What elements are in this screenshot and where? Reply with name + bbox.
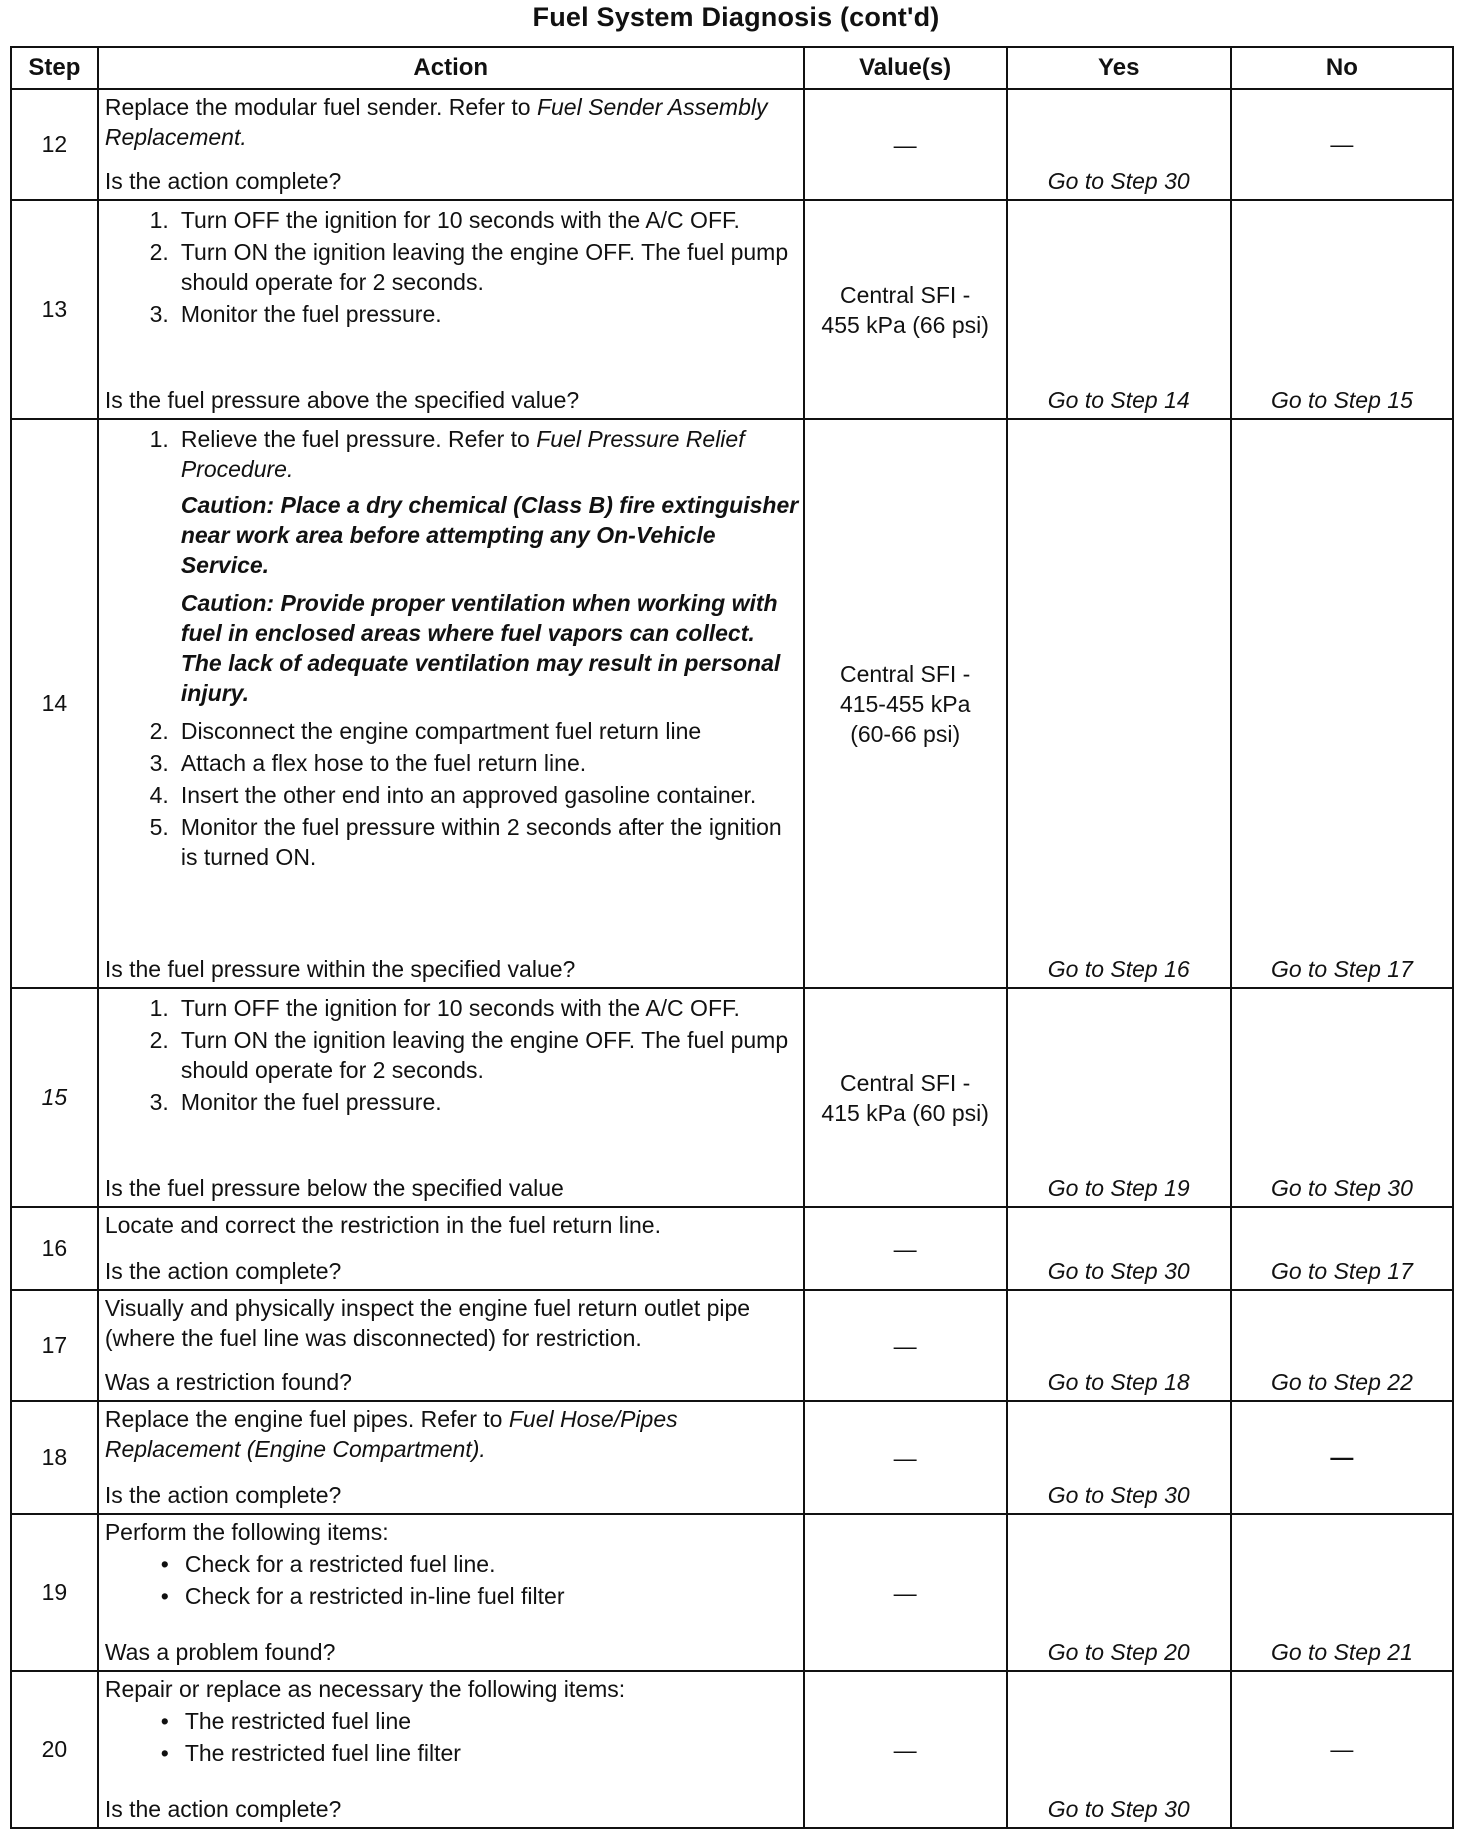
list-item: • Check for a restricted in-line fuel filter bbox=[160, 1583, 565, 1609]
yes-cell: Go to Step 30 bbox=[1007, 1207, 1231, 1290]
list-item: 1. Turn OFF the ignition for 10 seconds with the A/C OFF. bbox=[149, 995, 740, 1021]
value-cell: — bbox=[804, 1401, 1007, 1514]
header-no: No bbox=[1231, 47, 1453, 89]
step-number: 14 bbox=[11, 419, 98, 988]
value-cell: — bbox=[804, 1671, 1007, 1828]
action-question: Is the fuel pressure above the specified value? bbox=[104, 387, 580, 413]
header-yes: Yes bbox=[1007, 47, 1231, 89]
caution-note: Caution: Place a dry chemical (Class B) fire extinguisher near work area before attempting any On-Vehicle Service. bbox=[180, 492, 799, 578]
action-question: Is the fuel pressure within the specified value? bbox=[104, 956, 576, 982]
value-cell bbox=[804, 200, 1007, 419]
value-cell: — bbox=[804, 1514, 1007, 1671]
action-question: Is the fuel pressure below the specified value bbox=[104, 1175, 564, 1201]
value-cell: — bbox=[804, 89, 1007, 200]
no-cell: Go to Step 17 bbox=[1231, 419, 1453, 988]
list-item: 1. Relieve the fuel pressure. Refer to Fuel Pressure Relief Procedure. bbox=[149, 426, 745, 482]
step-number: 20 bbox=[11, 1671, 98, 1828]
table-row bbox=[11, 419, 1453, 988]
value-cell bbox=[804, 988, 1007, 1207]
list-item: 4. Insert the other end into an approved gasoline container. bbox=[149, 782, 757, 808]
value-line: 455 kPa (66 psi) bbox=[821, 311, 989, 338]
value-line: Central SFI - bbox=[839, 1069, 971, 1096]
step-number: 18 bbox=[11, 1401, 98, 1514]
step-number: 12 bbox=[11, 89, 98, 200]
header-row bbox=[11, 47, 1453, 89]
no-cell: Go to Step 17 bbox=[1231, 1207, 1453, 1290]
list-item: 3. Monitor the fuel pressure. bbox=[149, 1089, 442, 1115]
table-row bbox=[11, 1671, 1453, 1828]
value-line: (60-66 psi) bbox=[850, 720, 961, 747]
action-cell bbox=[98, 419, 804, 988]
list-item: 1. Turn OFF the ignition for 10 seconds with the A/C OFF. bbox=[149, 207, 740, 233]
header-values: Value(s) bbox=[804, 47, 1007, 89]
action-text: Repair or replace as necessary the following items: bbox=[104, 1676, 626, 1702]
action-text: Replace the engine fuel pipes. Refer to Fuel Hose/Pipes Replacement (Engine Compartment). bbox=[104, 1406, 678, 1462]
action-cell bbox=[98, 1671, 804, 1828]
list-item: 2. Turn ON the ignition leaving the engine OFF. The fuel pump should operate for 2 seconds. bbox=[149, 239, 789, 295]
action-cell bbox=[98, 988, 804, 1207]
yes-cell: Go to Step 30 bbox=[1007, 89, 1231, 200]
action-question: Was a restriction found? bbox=[104, 1369, 352, 1395]
list-item: • The restricted fuel line filter bbox=[160, 1740, 461, 1766]
table-row bbox=[11, 200, 1453, 419]
action-text: Locate and correct the restriction in the fuel return line. bbox=[104, 1212, 661, 1238]
header-step: Step bbox=[11, 47, 98, 89]
yes-cell: Go to Step 19 bbox=[1007, 988, 1231, 1207]
table-row bbox=[11, 988, 1453, 1207]
no-cell: — bbox=[1231, 1671, 1453, 1828]
list-item: 2. Turn ON the ignition leaving the engine OFF. The fuel pump should operate for 2 seconds. bbox=[149, 1027, 789, 1083]
value-cell bbox=[804, 419, 1007, 988]
action-question: Is the action complete? bbox=[104, 168, 342, 194]
action-cell bbox=[98, 89, 804, 200]
header-action: Action bbox=[98, 47, 804, 89]
action-text: Visually and physically inspect the engine fuel return outlet pipe (where the fuel line was disconnected) for restriction. bbox=[104, 1295, 751, 1351]
list-item: • The restricted fuel line bbox=[160, 1708, 412, 1734]
list-item: 2. Disconnect the engine compartment fuel return line bbox=[149, 718, 702, 744]
value-cell: — bbox=[804, 1290, 1007, 1401]
action-cell bbox=[98, 1290, 804, 1401]
table-row bbox=[11, 1401, 1453, 1514]
action-cell bbox=[98, 200, 804, 419]
action-question: Is the action complete? bbox=[104, 1482, 342, 1508]
value-cell: — bbox=[804, 1207, 1007, 1290]
no-cell: Go to Step 15 bbox=[1231, 200, 1453, 419]
value-line: Central SFI - bbox=[839, 281, 971, 308]
list-item: 3. Attach a flex hose to the fuel return line. bbox=[149, 750, 587, 776]
step-number: 17 bbox=[11, 1290, 98, 1401]
page-title: Fuel System Diagnosis (cont'd) bbox=[532, 2, 940, 32]
table-row bbox=[11, 1290, 1453, 1401]
action-cell bbox=[98, 1207, 804, 1290]
step-number: 13 bbox=[11, 200, 98, 419]
no-cell: Go to Step 30 bbox=[1231, 988, 1453, 1207]
yes-cell: Go to Step 16 bbox=[1007, 419, 1231, 988]
value-line: 415-455 kPa bbox=[839, 690, 971, 717]
diagnosis-table bbox=[10, 46, 1454, 1829]
no-cell: — bbox=[1231, 89, 1453, 200]
table-row bbox=[11, 1207, 1453, 1290]
table-row bbox=[11, 89, 1453, 200]
action-question: Is the action complete? bbox=[104, 1796, 342, 1822]
step-number: 19 bbox=[11, 1514, 98, 1671]
yes-cell: Go to Step 30 bbox=[1007, 1671, 1231, 1828]
value-line: Central SFI - bbox=[839, 660, 971, 687]
no-cell: Go to Step 22 bbox=[1231, 1290, 1453, 1401]
action-text: Perform the following items: bbox=[104, 1519, 389, 1545]
yes-cell: Go to Step 14 bbox=[1007, 200, 1231, 419]
list-item: • Check for a restricted fuel line. bbox=[160, 1551, 496, 1577]
action-question: Is the action complete? bbox=[104, 1258, 342, 1284]
yes-cell: Go to Step 18 bbox=[1007, 1290, 1231, 1401]
no-cell: Go to Step 21 bbox=[1231, 1514, 1453, 1671]
yes-cell: Go to Step 30 bbox=[1007, 1401, 1231, 1514]
list-item: 3. Monitor the fuel pressure. bbox=[149, 301, 442, 327]
value-line: 415 kPa (60 psi) bbox=[821, 1099, 989, 1126]
caution-note: Caution: Provide proper ventilation when working with fuel in enclosed areas where fuel vapors can collect. The lack of adequate ventilation may result in personal injury. bbox=[180, 590, 781, 706]
action-cell bbox=[98, 1514, 804, 1671]
no-cell: — bbox=[1231, 1401, 1453, 1514]
table-row bbox=[11, 1514, 1453, 1671]
action-cell bbox=[98, 1401, 804, 1514]
action-question: Was a problem found? bbox=[104, 1639, 336, 1665]
step-number: 16 bbox=[11, 1207, 98, 1290]
step-number: 15 bbox=[11, 988, 98, 1207]
action-text: Replace the modular fuel sender. Refer to Fuel Sender Assembly Replacement. bbox=[104, 94, 768, 150]
yes-cell: Go to Step 20 bbox=[1007, 1514, 1231, 1671]
list-item: 5. Monitor the fuel pressure within 2 seconds after the ignition is turned ON. bbox=[149, 814, 782, 870]
